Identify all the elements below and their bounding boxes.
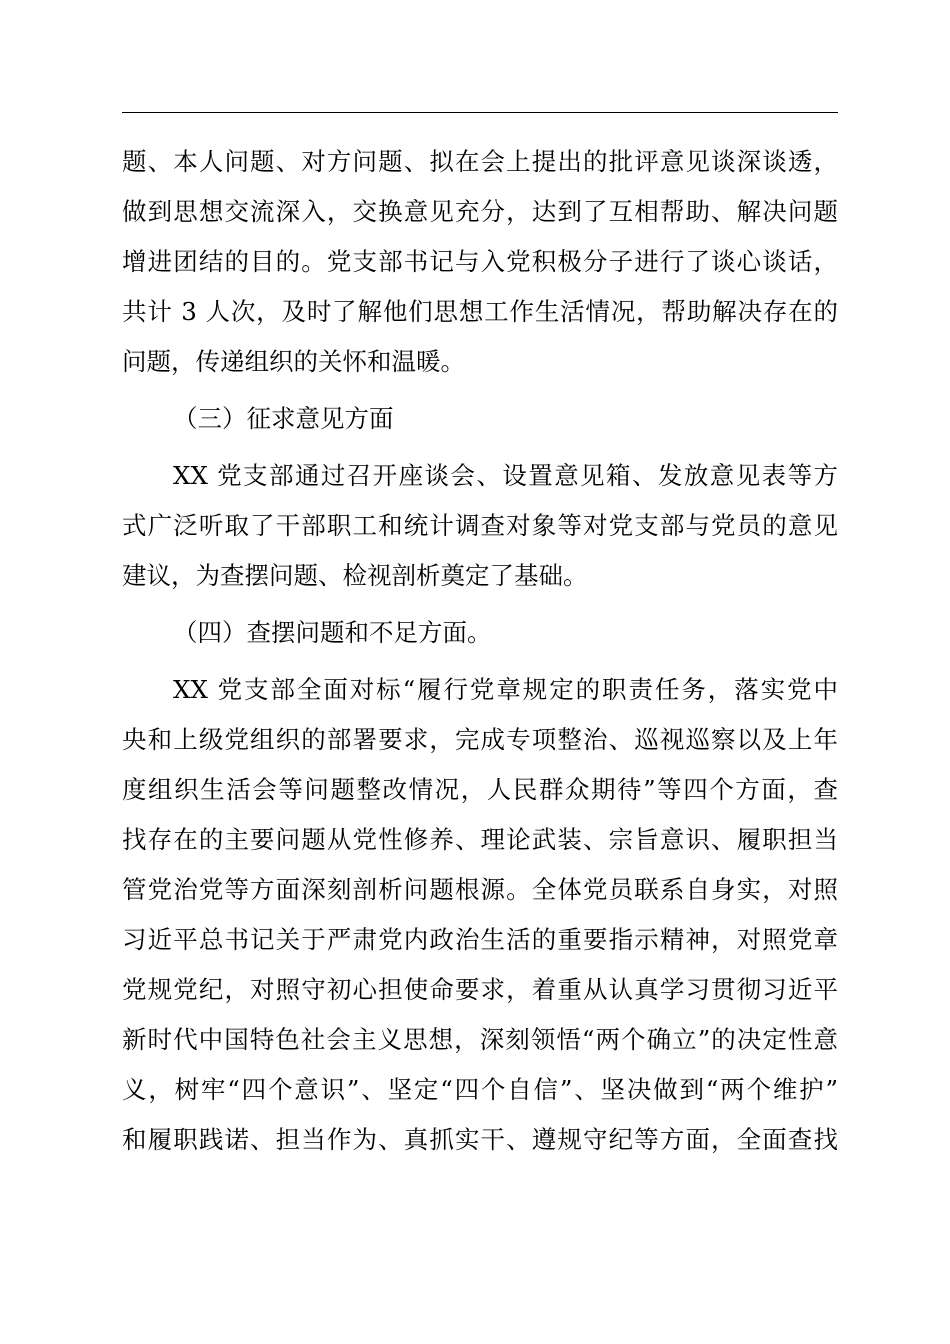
text-line: XX 党支部全面对标“履行党章规定的职责任务，落实党中 <box>173 675 838 704</box>
header-rule <box>122 112 838 113</box>
text-line: 题、本人问题、对方问题、拟在会上提出的批评意见谈深谈透， <box>122 147 838 176</box>
section-heading-3: （三）征求意见方面 <box>173 404 394 433</box>
text-line: 管党治党等方面深刻剖析问题根源。全体党员联系自身实，对照 <box>122 875 838 904</box>
text-line: 共计 3 人次，及时了解他们思想工作生活情况，帮助解决存在的 <box>122 297 838 326</box>
text-line: 习近平总书记关于严肃党内政治生活的重要指示精神，对照党章 <box>122 925 838 954</box>
text-line: 增进团结的目的。党支部书记与入党积极分子进行了谈心谈话， <box>122 247 838 276</box>
text-line: 义，树牢“四个意识”、坚定“四个自信”、坚决做到“两个维护” <box>122 1075 838 1104</box>
text-line: XX 党支部通过召开座谈会、设置意见箱、发放意见表等方 <box>173 461 838 490</box>
text-line: 找存在的主要问题从党性修养、理论武装、宗旨意识、履职担当 <box>122 825 838 854</box>
text-line: 和履职践诺、担当作为、真抓实干、遵规守纪等方面，全面查找 <box>122 1125 838 1154</box>
paragraph-4 <box>122 665 838 1165</box>
text-line: 建议，为查摆问题、检视剖析奠定了基础。 <box>122 561 588 590</box>
text-line: 党规党纪，对照守初心担使命要求，着重从认真学习贯彻习近平 <box>122 975 838 1004</box>
document-body <box>122 137 838 1165</box>
text-line: 度组织生活会等问题整改情况，人民群众期待”等四个方面，查 <box>122 775 838 804</box>
text-line: 问题，传递组织的关怀和温暖。 <box>122 347 465 376</box>
text-line: 做到思想交流深入，交换意见充分，达到了互相帮助、解决问题 <box>122 197 838 226</box>
text-line: 新时代中国特色社会主义思想，深刻领悟“两个确立”的决定性意 <box>122 1025 838 1054</box>
paragraph-3 <box>122 451 838 601</box>
paragraph-continued <box>122 137 838 387</box>
text-line: 式广泛听取了干部职工和统计调查对象等对党支部与党员的意见 <box>122 511 838 540</box>
text-line: 央和上级党组织的部署要求，完成专项整治、巡视巡察以及上年 <box>122 725 838 754</box>
section-heading-4: （四）查摆问题和不足方面。 <box>173 618 492 647</box>
